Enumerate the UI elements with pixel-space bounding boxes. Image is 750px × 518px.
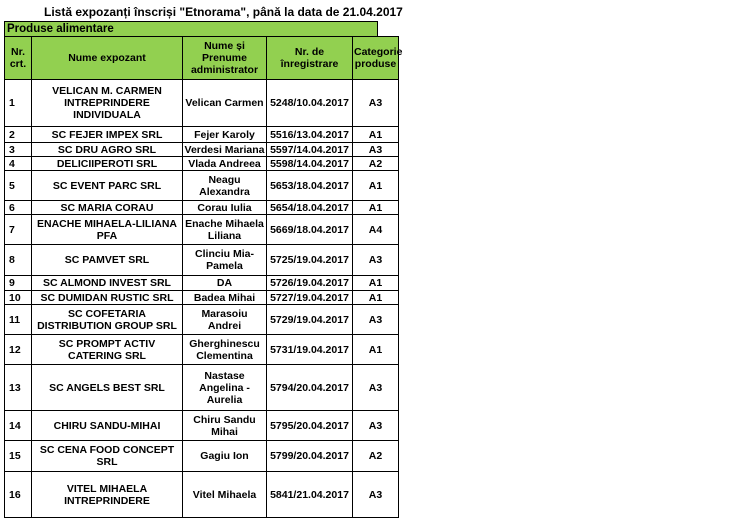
cell-registration: 5248/10.04.2017 [267, 80, 353, 127]
table-row [5, 245, 399, 276]
cell-admin: Corau Iulia [183, 201, 267, 215]
cell-registration: 5654/18.04.2017 [267, 201, 353, 215]
cell-admin: Chiru Sandu Mihai [183, 411, 267, 441]
section-header: Produse alimentare [4, 21, 378, 36]
cell-nr: 7 [5, 215, 32, 245]
cell-exhibitor-name: VITEL MIHAELA INTREPRINDERE [32, 472, 183, 518]
cell-nr: 16 [5, 472, 32, 518]
cell-nr: 9 [5, 276, 32, 291]
cell-exhibitor-name: SC PROMPT ACTIV CATERING SRL [32, 335, 183, 365]
cell-category: A3 [353, 245, 399, 276]
table-row [5, 291, 399, 305]
cell-admin: Marasoiu Andrei [183, 305, 267, 335]
table-row [5, 157, 399, 171]
cell-category: A1 [353, 171, 399, 201]
cell-registration: 5726/19.04.2017 [267, 276, 353, 291]
cell-category: A2 [353, 157, 399, 171]
cell-admin: Vlada Andreea [183, 157, 267, 171]
cell-admin: Gagiu Ion [183, 441, 267, 472]
cell-nr: 15 [5, 441, 32, 472]
cell-registration: 5598/14.04.2017 [267, 157, 353, 171]
cell-category: A1 [353, 276, 399, 291]
exhibitors-table [4, 36, 403, 518]
cell-exhibitor-name: SC EVENT PARC SRL [32, 171, 183, 201]
cell-admin: Enache Mihaela Liliana [183, 215, 267, 245]
cell-nr: 1 [5, 80, 32, 127]
cell-registration: 5727/19.04.2017 [267, 291, 353, 305]
table-row [5, 127, 399, 143]
table-row [5, 276, 399, 291]
cell-admin: Badea Mihai [183, 291, 267, 305]
cell-nr: 13 [5, 365, 32, 411]
table-row [5, 201, 399, 215]
cell-exhibitor-name: SC COFETARIA DISTRIBUTION GROUP SRL [32, 305, 183, 335]
cell-exhibitor-name: SC CENA FOOD CONCEPT SRL [32, 441, 183, 472]
table-row [5, 215, 399, 245]
cell-nr: 10 [5, 291, 32, 305]
cell-category: A3 [353, 365, 399, 411]
cell-exhibitor-name: SC FEJER IMPEX SRL [32, 127, 183, 143]
cell-category: A4 [353, 215, 399, 245]
cell-exhibitor-name: DELICIIPEROTI SRL [32, 157, 183, 171]
cell-category: A3 [353, 143, 399, 157]
cell-nr: 3 [5, 143, 32, 157]
column-header-category: Categorie produse [353, 37, 399, 80]
cell-nr: 2 [5, 127, 32, 143]
cell-nr: 5 [5, 171, 32, 201]
cell-category: A3 [353, 472, 399, 518]
cell-category: A1 [353, 291, 399, 305]
cell-category: A1 [353, 201, 399, 215]
cell-exhibitor-name: SC ANGELS BEST SRL [32, 365, 183, 411]
cell-category: A1 [353, 127, 399, 143]
cell-nr: 11 [5, 305, 32, 335]
cell-category: A3 [353, 411, 399, 441]
cell-registration: 5516/13.04.2017 [267, 127, 353, 143]
cell-nr: 8 [5, 245, 32, 276]
cell-registration: 5799/20.04.2017 [267, 441, 353, 472]
column-header-name: Nume expozant [32, 37, 183, 80]
cell-registration: 5725/19.04.2017 [267, 245, 353, 276]
cell-admin: Nastase Angelina - Aurelia [183, 365, 267, 411]
table-row [5, 305, 399, 335]
cell-admin: Verdesi Mariana [183, 143, 267, 157]
document-title: Listă expozanți înscriși "Etnorama", până la data de 21.04.2017 [44, 5, 403, 19]
column-header-nr: Nr. crt. [5, 37, 32, 80]
cell-category: A2 [353, 441, 399, 472]
cell-admin: Vitel Mihaela [183, 472, 267, 518]
column-header-registration: Nr. de înregistrare [267, 37, 353, 80]
cell-admin: Velican Carmen [183, 80, 267, 127]
table-row [5, 143, 399, 157]
cell-registration: 5841/21.04.2017 [267, 472, 353, 518]
table-row [5, 335, 399, 365]
table-row [5, 365, 399, 411]
cell-admin: Neagu Alexandra [183, 171, 267, 201]
cell-nr: 4 [5, 157, 32, 171]
cell-exhibitor-name: SC DUMIDAN RUSTIC SRL [32, 291, 183, 305]
cell-exhibitor-name: SC PAMVET SRL [32, 245, 183, 276]
cell-registration: 5669/18.04.2017 [267, 215, 353, 245]
cell-category: A3 [353, 305, 399, 335]
cell-admin: Fejer Karoly [183, 127, 267, 143]
table-row [5, 472, 399, 518]
cell-admin: Gherghinescu Clementina [183, 335, 267, 365]
cell-registration: 5795/20.04.2017 [267, 411, 353, 441]
cell-exhibitor-name: SC DRU AGRO SRL [32, 143, 183, 157]
cell-admin: DA [183, 276, 267, 291]
column-header-admin: Nume și Prenume administrator [183, 37, 267, 80]
cell-exhibitor-name: SC MARIA CORAU [32, 201, 183, 215]
cell-exhibitor-name: SC ALMOND INVEST SRL [32, 276, 183, 291]
cell-exhibitor-name: CHIRU SANDU-MIHAI [32, 411, 183, 441]
cell-registration: 5597/14.04.2017 [267, 143, 353, 157]
table-row [5, 411, 399, 441]
cell-exhibitor-name: VELICAN M. CARMEN INTREPRINDERE INDIVIDUALA [32, 80, 183, 127]
cell-nr: 6 [5, 201, 32, 215]
table-row [5, 441, 399, 472]
table-row [5, 80, 399, 127]
exhibitors-sheet [4, 21, 403, 518]
cell-registration: 5729/19.04.2017 [267, 305, 353, 335]
cell-category: A1 [353, 335, 399, 365]
cell-admin: Clinciu Mia-Pamela [183, 245, 267, 276]
cell-category: A3 [353, 80, 399, 127]
table-row [5, 171, 399, 201]
table-header-row [5, 37, 399, 80]
cell-registration: 5731/19.04.2017 [267, 335, 353, 365]
cell-exhibitor-name: ENACHE MIHAELA-LILIANA PFA [32, 215, 183, 245]
cell-nr: 14 [5, 411, 32, 441]
cell-registration: 5653/18.04.2017 [267, 171, 353, 201]
cell-nr: 12 [5, 335, 32, 365]
cell-registration: 5794/20.04.2017 [267, 365, 353, 411]
